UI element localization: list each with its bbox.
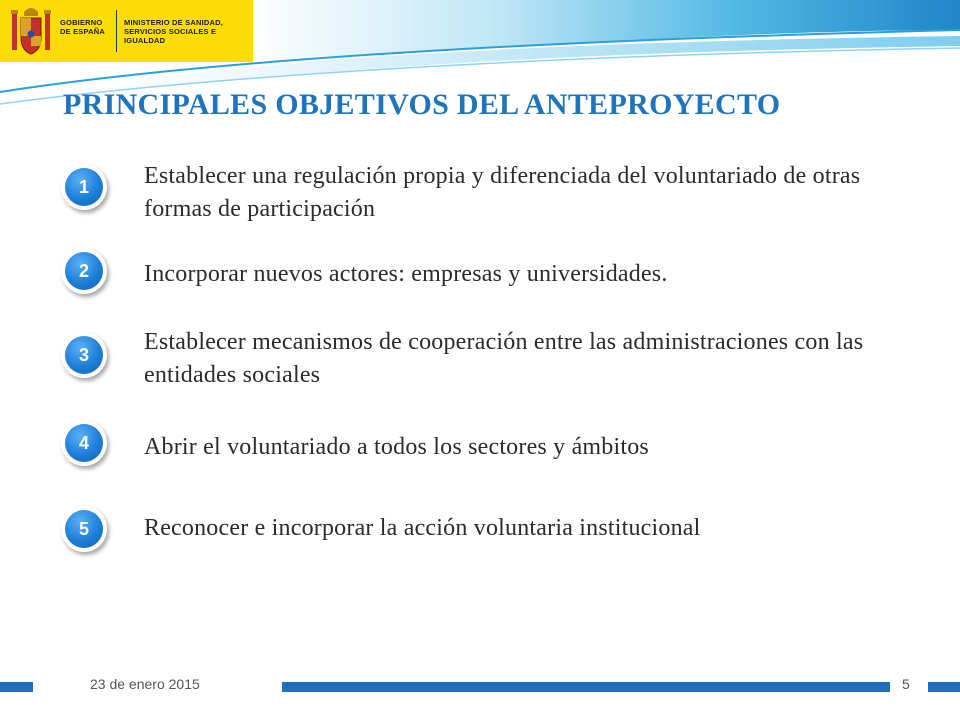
- footer-bar-left: [0, 682, 33, 692]
- logo-government-text: GOBIERNO DE ESPAÑA: [60, 18, 106, 36]
- page-number: 5: [902, 676, 910, 692]
- logo-divider: [116, 10, 117, 52]
- number-badge: [61, 420, 107, 466]
- objective-text: Incorporar nuevos actores: empresas y universidades.: [144, 261, 668, 287]
- badge-number: 1: [65, 168, 103, 206]
- badge-number: 3: [65, 336, 103, 374]
- objective-text: Reconocer e incorporar la acción voluntaria institucional: [144, 515, 701, 541]
- footer-bar-center: [282, 682, 890, 692]
- footer-date: 23 de enero 2015: [90, 676, 200, 692]
- government-logo: [0, 0, 253, 62]
- badge-number: 2: [65, 252, 103, 290]
- objective-text: Abrir el voluntariado a todos los sectores y ámbitos: [144, 434, 649, 460]
- coat-of-arms-icon: [8, 4, 54, 58]
- badge-number: 5: [65, 510, 103, 548]
- slide-title: PRINCIPALES OBJETIVOS DEL ANTEPROYECTO: [63, 88, 781, 121]
- objective-text: Establecer una regulación propia y diferenciada del voluntariado de otras formas de participación: [144, 163, 861, 222]
- number-badge: [61, 506, 107, 552]
- number-badge: [61, 164, 107, 210]
- logo-ministry-text: MINISTERIO DE SANIDAD, SERVICIOS SOCIALES E IGUALDAD: [124, 18, 223, 45]
- footer-bar-right: [928, 682, 960, 692]
- objective-text: Establecer mecanismos de cooperación entre las administraciones con las entidades sociales: [144, 329, 864, 388]
- badge-number: 4: [65, 424, 103, 462]
- number-badge: [61, 248, 107, 294]
- number-badge: [61, 332, 107, 378]
